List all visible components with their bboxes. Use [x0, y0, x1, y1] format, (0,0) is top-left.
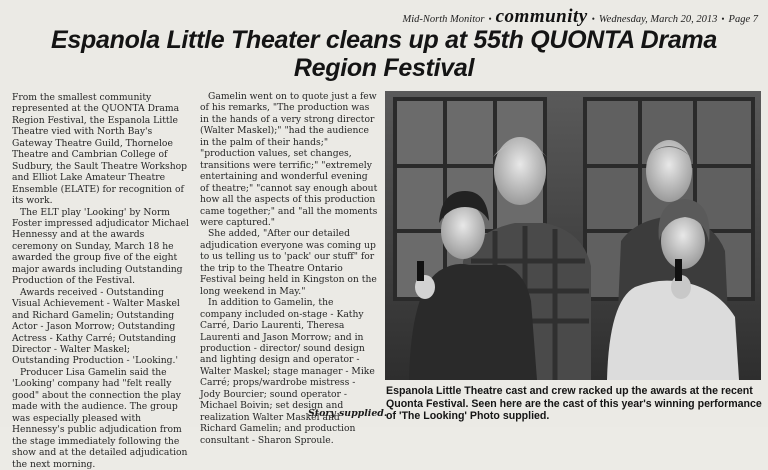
folio-bullet: •: [488, 14, 492, 24]
section-name: community: [495, 6, 588, 27]
folio-bullet: •: [721, 14, 725, 24]
article-column-2: [200, 91, 378, 446]
article-headline: Espanola Little Theater cleans up at 55th QUONTA Drama Region Festival: [51, 26, 717, 82]
article-paragraph: The ELT play 'Looking' by Norm Foster impressed adjudicator Michael Hennessy and at the awards ceremony on Sunday, March 18 he awarded the group five of the eight major awards including Outstanding Production of the Festival.: [12, 206, 189, 287]
article-column-1: [12, 92, 190, 470]
article-paragraph: From the smallest community represented at the QUONTA Drama Region Festival, the Espanola Little Theatre vied with North Bay's Gateway Theatre Guild, Thorneloe Theatre and Cambrian College of Sudbury, the Sault Theatre Workshop and Elliot Lake Amateur Theatre Ensemble (ELATE) for recognition of its work.: [12, 92, 188, 207]
article-paragraph: She added, "After our detailed adjudication everyone was coming up to us telling us to 'pack' our stuff" for the trip to the Theatre Ontario Festival being held in Kingston on the long weekend in May.": [200, 228, 377, 297]
story-credit: Story supplied.: [308, 408, 388, 419]
issue-date: Wednesday, March 20, 2013: [598, 14, 718, 25]
page-number: Page 7: [728, 14, 758, 25]
folio-bullet: •: [591, 14, 595, 24]
photo-caption: Espanola Little Theatre cast and crew racked up the awards at the recent Quonta Festival. Seen here are the cast of this year's winning performance of 'The Looking' Photo supplied.: [386, 385, 762, 422]
article-paragraph: Awards received - Outstanding Visual Achievement - Walter Maskel and Richard Gamelin; Outstanding Actor - Jason Morrow; Outstanding Actress - Kathy Carré; Outstanding Director - Walter Maskel; Outstanding Production - 'Looking.': [12, 286, 180, 367]
article-paragraph: In addition to Gamelin, the company included on-stage - Kathy Carré, Dario Laurenti, Theresa Laurenti and Jason Morrow; and in production - director/ sound design and lighting design and operator - Walter Maskel; stage manager - Mike Carré; props/wardrobe mistress - Jody Bourcier; sound operator - Michael Boivin; set design and realization Walter Maskel and Richard Gamelin; and production consultant - Sharon Sproule.: [200, 297, 375, 446]
publication-name: Mid-North Monitor: [402, 14, 485, 25]
page-folio: [402, 6, 758, 28]
cast-photo: [385, 91, 761, 380]
article-paragraph: Producer Lisa Gamelin said the 'Looking' company had "felt really good" about the connection the play made with the audience. The group was especially pleased with Hennessy's public adjudication from the stage immediately following the show and at the detailed adjudication the next morning.: [12, 366, 188, 470]
article-paragraph: Gamelin went on to quote just a few of his remarks, "The production was in the hands of a very strong director (Walter Maskel);" "had the audience in the palm of their hands;" "production values, set changes, transitions were terrific;" "extremely entertaining and wonderful evening of theatre;" "cannot say enough about how all the aspects of this production came together;" and "all the moments were captured.": [200, 91, 378, 228]
cast-photo-illustration: [385, 91, 761, 380]
